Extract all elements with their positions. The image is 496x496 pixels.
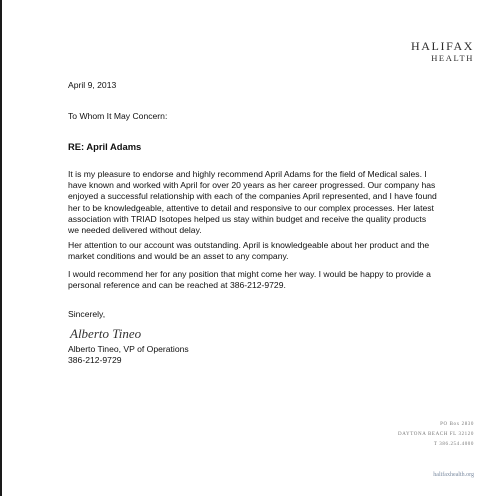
signer-name-title: Alberto Tineo, VP of Operations	[68, 344, 189, 354]
footer-phone: T 386.254.4000	[433, 442, 474, 447]
letter-salutation: To Whom It May Concern:	[68, 111, 168, 121]
letter-subject: RE: April Adams	[68, 141, 142, 152]
body-paragraph-1: It is my pleasure to endorse and highly recommend April Adams for the field of Medical sales. I have known and worked with April for over 20 years as her career progressed. Our company has enjoyed a successful relationship with each of the companies April represented, and I have found her to be knowledgeable, attentive to detail and responsive to our complex processes. Her latest association with TRIAD Isotopes helped us stay within budget and receive the quality products we needed delivered without delay.	[68, 169, 437, 236]
footer-po-box: PO Box 2830	[440, 422, 474, 427]
body-paragraph-2: Her attention to our account was outstanding. April is knowledgeable about her product and the market conditions and would be an asset to any company.	[68, 240, 430, 262]
letter-date: April 9, 2013	[68, 80, 117, 90]
footer-website-link[interactable]: halifaxhealth.org	[433, 472, 474, 478]
handwritten-signature: Alberto Tineo	[70, 326, 142, 341]
signer-phone: 386-212-9729	[68, 355, 122, 365]
body-paragraph-3: I would recommend her for any position that might come her way. I would be happy to provide a personal reference and can be reached at 386-212-9729.	[68, 269, 431, 291]
footer-city: DAYTONA BEACH FL 32120	[398, 432, 474, 437]
halifax-health-logo	[411, 40, 474, 64]
letter-closing: Sincerely,	[68, 309, 106, 319]
logo-subtitle: HEALTH	[431, 53, 474, 63]
logo-name: HALIFAX	[411, 39, 474, 53]
